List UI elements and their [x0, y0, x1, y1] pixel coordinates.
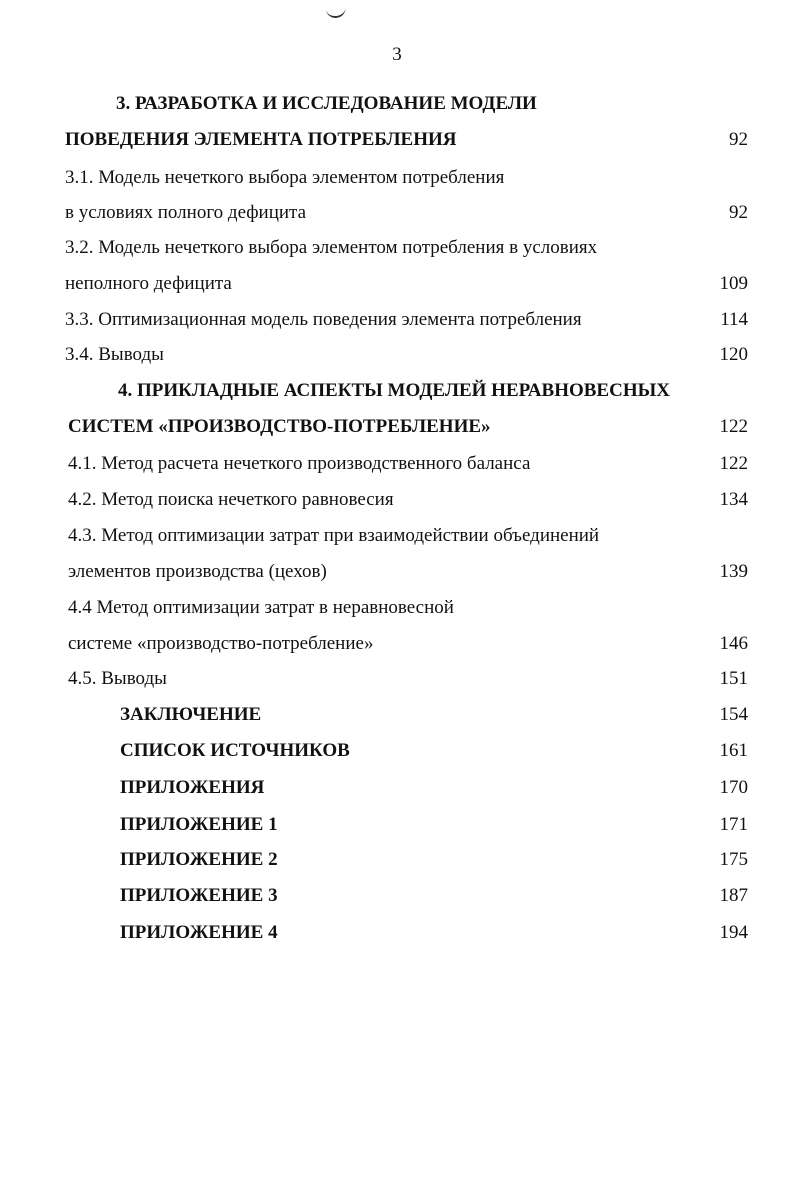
section-3-3: 3.3. Оптимизационная модель поведения элемента потребления — [65, 309, 582, 330]
section-3-1-line-2: в условиях полного дефицита — [65, 202, 307, 223]
section-4-4-line-2: системе «производство-потребление» — [68, 633, 374, 654]
conclusion: ЗАКЛЮЧЕНИЕ — [120, 704, 262, 725]
section-3-1-page: 92 — [729, 202, 748, 223]
chapter-4-page: 122 — [719, 416, 748, 437]
sources-list: СПИСОК ИСТОЧНИКОВ — [120, 740, 350, 761]
section-4-2: 4.2. Метод поиска нечеткого равновесия — [68, 489, 394, 510]
section-3-4-page: 120 — [719, 344, 748, 365]
appendices-page: 170 — [719, 777, 748, 798]
appendix-2: ПРИЛОЖЕНИЕ 2 — [120, 849, 278, 870]
section-3-3-page: 114 — [720, 309, 748, 330]
section-4-3-line-1: 4.3. Метод оптимизации затрат при взаимодействии объединений — [68, 525, 600, 546]
chapter-3-page: 92 — [729, 129, 748, 150]
section-4-1: 4.1. Метод расчета нечеткого производственного баланса — [68, 453, 531, 474]
chapter-3-title-line-2: ПОВЕДЕНИЯ ЭЛЕМЕНТА ПОТРЕБЛЕНИЯ — [65, 129, 457, 150]
section-3-4: 3.4. Выводы — [65, 344, 164, 365]
appendix-4-page: 194 — [719, 922, 748, 943]
chapter-4-title-line-2: СИСТЕМ «ПРОИЗВОДСТВО-ПОТРЕБЛЕНИЕ» — [68, 416, 491, 437]
appendix-1-page: 171 — [719, 814, 748, 835]
section-3-2-line-2: неполного дефицита — [65, 273, 232, 294]
section-4-4-line-1: 4.4 Метод оптимизации затрат в неравновесной — [68, 597, 454, 618]
section-4-4-page: 146 — [719, 633, 748, 654]
section-3-1-line-1: 3.1. Модель нечеткого выбора элементом потребления — [65, 167, 505, 188]
appendix-4: ПРИЛОЖЕНИЕ 4 — [120, 922, 278, 943]
page-number: 3 — [392, 44, 402, 65]
section-4-1-page: 122 — [719, 453, 748, 474]
section-3-2-page: 109 — [719, 273, 748, 294]
scan-artifact — [325, 5, 346, 19]
appendix-3: ПРИЛОЖЕНИЕ 3 — [120, 885, 278, 906]
appendix-3-page: 187 — [719, 885, 748, 906]
conclusion-page: 154 — [719, 704, 748, 725]
appendix-2-page: 175 — [719, 849, 748, 870]
section-4-2-page: 134 — [719, 489, 748, 510]
section-4-5: 4.5. Выводы — [68, 668, 167, 689]
appendix-1: ПРИЛОЖЕНИЕ 1 — [120, 814, 278, 835]
sources-list-page: 161 — [719, 740, 748, 761]
chapter-3-title-line-1: 3. РАЗРАБОТКА И ИССЛЕДОВАНИЕ МОДЕЛИ — [116, 93, 537, 114]
appendices: ПРИЛОЖЕНИЯ — [120, 777, 265, 798]
chapter-4-title-line-1: 4. ПРИКЛАДНЫЕ АСПЕКТЫ МОДЕЛЕЙ НЕРАВНОВЕСНЫХ — [118, 380, 670, 401]
section-4-3-line-2: элементов производства (цехов) — [68, 561, 327, 582]
section-4-5-page: 151 — [719, 668, 748, 689]
section-3-2-line-1: 3.2. Модель нечеткого выбора элементом потребления в условиях — [65, 237, 598, 258]
section-4-3-page: 139 — [719, 561, 748, 582]
